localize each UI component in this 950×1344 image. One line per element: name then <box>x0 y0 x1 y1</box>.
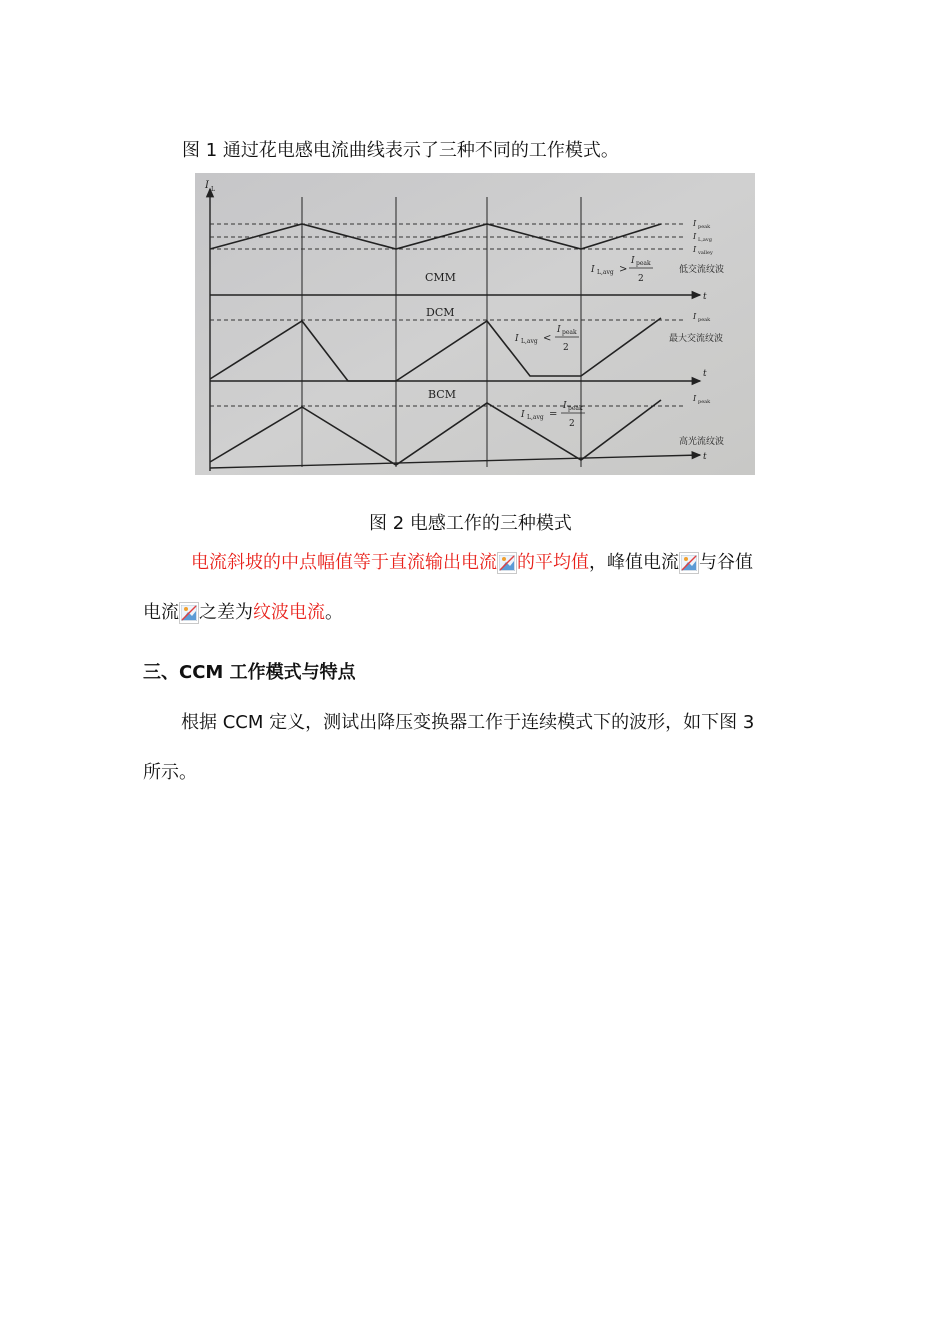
waveform-figure <box>195 173 755 475</box>
bcm-formula-lhs-sub: L,avg <box>527 414 544 421</box>
ccm-formula-lhs-sub: L,avg <box>597 269 614 276</box>
para1-red-a: 电流斜坡的中点幅值等于直流输出电流 <box>191 552 497 573</box>
bcm-formula-den: 2 <box>569 419 575 429</box>
dcm-formula-num-sub: peak <box>562 329 577 336</box>
bcm-formula-lhs: I <box>521 410 525 420</box>
broken-image-icon <box>497 552 517 574</box>
ccm-formula-den: 2 <box>638 274 644 284</box>
ccm-peak-sub: peak <box>698 224 711 230</box>
dcm-formula-op: < <box>543 333 552 344</box>
para1-black-d: 之差为 <box>199 602 253 623</box>
paragraph-2-line-1: 根据 CCM 定义，测试出降压变换器工作于连续模式下的波形，如下图 3 <box>181 712 755 733</box>
dcm-title: DCM <box>426 306 455 319</box>
dcm-formula-lhs: I <box>515 334 519 344</box>
bcm-title: BCM <box>428 388 456 401</box>
para1-red-c: 纹波电流 <box>253 602 325 623</box>
ccm-peak-label: I <box>693 219 697 228</box>
ccm-valley-label: I <box>693 245 697 254</box>
paragraph-1-line-2 <box>143 601 343 625</box>
bcm-side-note: 高光流纹波 <box>679 437 725 447</box>
ccm-formula-op: > <box>619 264 628 275</box>
para1-black-e: 。 <box>325 602 343 623</box>
para1-black-b: 与谷值 <box>699 552 753 573</box>
dcm-peak-label: I <box>693 312 697 321</box>
ccm-side-note: 低交流纹波 <box>679 265 725 275</box>
paragraph-2-line-2: 所示。 <box>143 762 197 783</box>
ccm-valley-sub: valley <box>698 250 713 256</box>
ccm-formula-num: I <box>631 256 635 266</box>
dcm-formula-num: I <box>557 325 561 335</box>
para1-red-b: 的平均值 <box>517 552 589 573</box>
dcm-formula-den: 2 <box>563 343 569 353</box>
section-heading: 三、CCM 工作模式与特点 <box>143 662 356 683</box>
bcm-peak-sub: peak <box>698 399 711 405</box>
figure-caption: 图 2 电感工作的三种模式 <box>369 513 572 534</box>
ccm-formula-num-sub: peak <box>636 260 651 267</box>
broken-image-icon <box>179 602 199 624</box>
broken-image-icon <box>679 552 699 574</box>
para1-black-c: 电流 <box>143 602 179 623</box>
paragraph-1-line-1 <box>191 551 753 575</box>
ccm-title: CMM <box>425 271 456 284</box>
ccm-formula-lhs: I <box>591 265 595 275</box>
dcm-formula-lhs-sub: L,avg <box>521 338 538 345</box>
dcm-side-note: 最大交流纹波 <box>669 334 724 344</box>
intro-sentence: 图 1 通过花电感电流曲线表示了三种不同的工作模式。 <box>182 140 619 161</box>
bcm-formula-num: I <box>563 401 567 411</box>
dcm-t-label: t <box>703 369 707 379</box>
para1-black-a: ，峰值电流 <box>589 552 679 573</box>
bcm-t-label: t <box>703 452 707 462</box>
y-axis-label-sub: L <box>211 186 215 193</box>
bcm-formula-num-sub: peak <box>568 405 583 412</box>
dcm-peak-sub: peak <box>698 317 711 323</box>
ccm-avg-sub: L,avg <box>698 237 712 243</box>
ccm-avg-label: I <box>693 232 697 241</box>
bcm-peak-label: I <box>693 394 697 403</box>
bcm-formula-op: = <box>549 409 558 420</box>
ccm-t-label: t <box>703 292 707 302</box>
y-axis-label: I <box>205 180 209 191</box>
